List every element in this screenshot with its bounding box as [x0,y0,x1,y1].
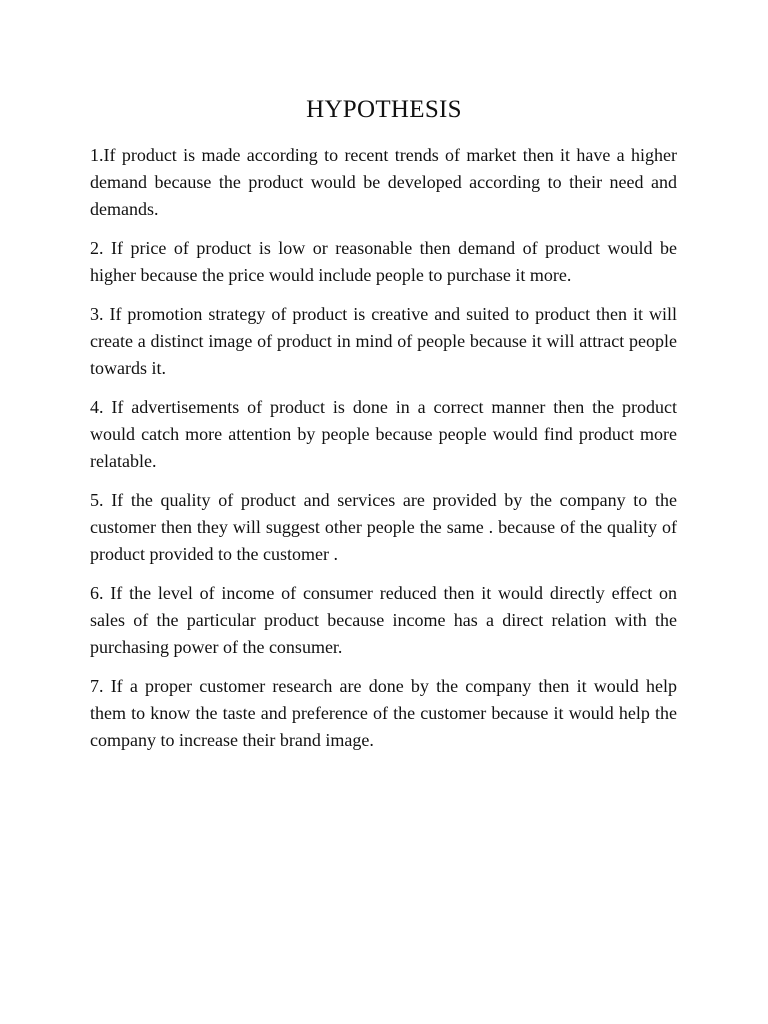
hypothesis-paragraph-1: 1.If product is made according to recent trends of market then it have a higher demand because the product would be developed according to their need and demands. [90,145,677,219]
hypothesis-list [90,142,677,766]
hypothesis-paragraph-2: 2. If price of product is low or reasonable then demand of product would be higher because the price would include people to purchase it more. [90,238,677,285]
hypothesis-paragraph-4: 4. If advertisements of product is done in a correct manner then the product would catch more attention by people because people would find product more relatable. [90,397,677,471]
hypothesis-paragraph-7: 7. If a proper customer research are done by the company then it would help them to know the taste and preference of the customer because it would help the company to increase their brand image. [90,676,677,750]
hypothesis-paragraph-3: 3. If promotion strategy of product is creative and suited to product then it will create a distinct image of product in mind of people because it will attract people towards it. [90,304,677,378]
hypothesis-paragraph-5: 5. If the quality of product and services are provided by the company to the customer then they will suggest other people the same . because of the quality of product provided to the customer . [90,490,677,564]
page-title: HYPOTHESIS [306,96,462,123]
hypothesis-paragraph-6: 6. If the level of income of consumer reduced then it would directly effect on sales of the particular product because income has a direct relation with the purchasing power of the consumer. [90,583,677,657]
